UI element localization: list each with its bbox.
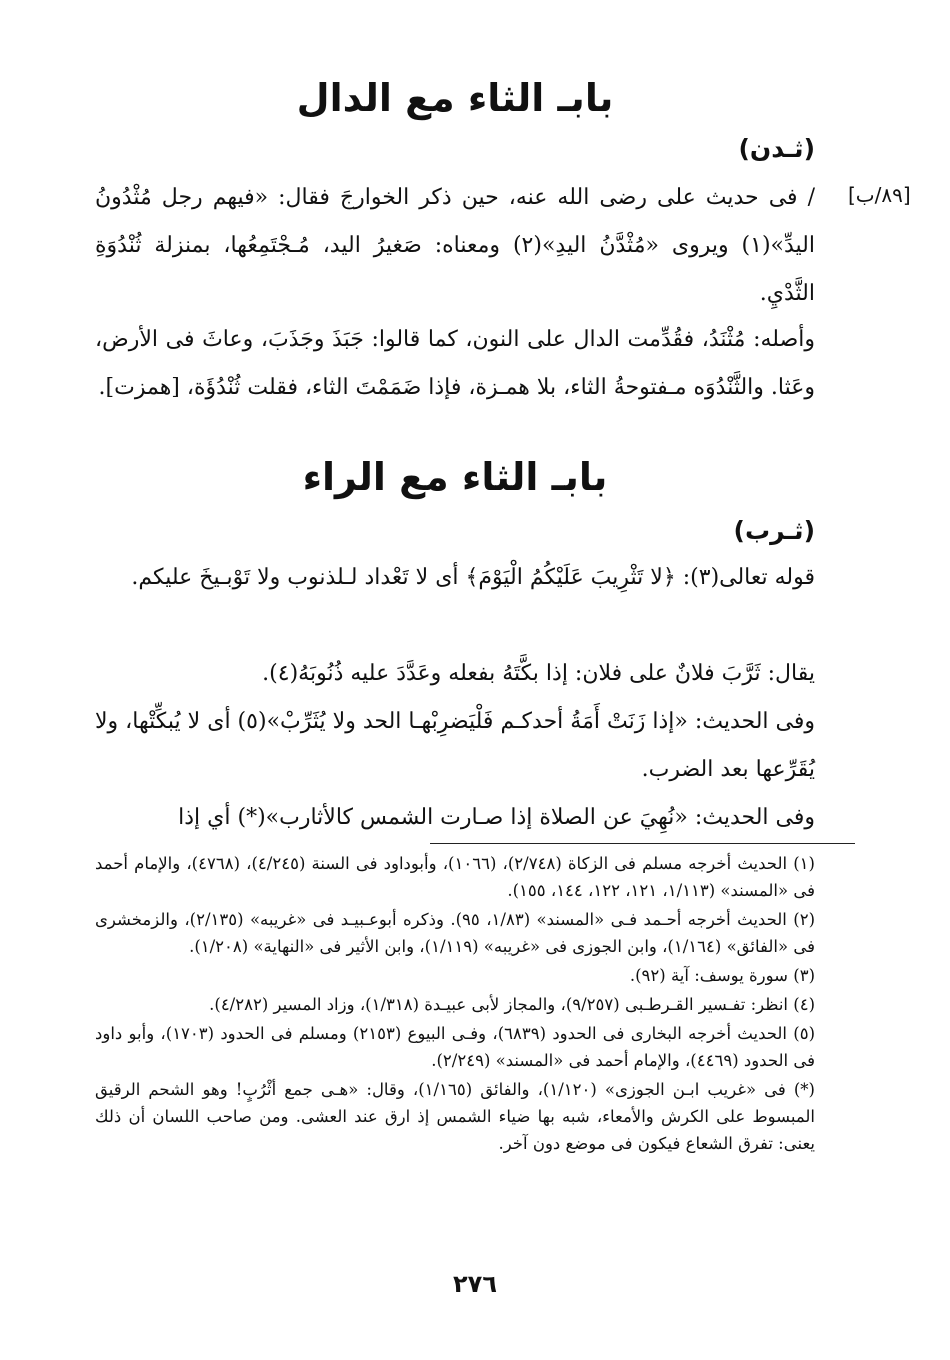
- footnote: (٤) انظر: تفـسير القـرطـبى (٩/٢٥٧)، والمجاز لأبى عبيـدة (١/٣١٨)، وزاد المسير (٤/٢٨٢).: [209, 995, 815, 1014]
- entry-heading: (ثـدن): [738, 134, 815, 163]
- footnote-divider: [430, 843, 855, 844]
- page-number: ٢٧٦: [453, 1270, 497, 1298]
- margin-reference: [٨٩/ب]: [848, 183, 911, 207]
- paragraph: وأصله: مُثْنَدُ، فقُدِّمت الدال على النون، كما قالوا: جَبَذَ وجَذَبَ، وعاثَ فى الأرض، وعَثا. والثَّنْدُوَه مـفتوحةُ الثاء، بلا همـزة، فإذا ضَمَمْتَ الثاء، فقلت ثُنْدُؤَة، [همزت].: [95, 327, 815, 400]
- chapter-title: بابـ الثاء مع الراء: [302, 455, 608, 499]
- paragraph: وفى الحديث: «نُهِيَ عن الصلاة إذا صـارت الشمس كالأثارب»(*) أي إذا: [178, 805, 815, 830]
- paragraph: يقال: ثَرَّبَ فلانٌ على فلان: إذا بكَّتَهُ بفعله وعَدَّدَ عليه ذُنُوبَهُ(٤).: [262, 661, 815, 686]
- footnote: (٣) سورة يوسف: آية (٩٢).: [629, 966, 815, 985]
- footnote: (*) فى «غريب ابـن الجوزى» (١/١٢٠)، والفائق (١/١٦٥)، وقال: «هـى جمع أثْرُبٍ! وهو الشحم الرقيق المبسوط على الكرش والأمعاء، شبه بها ضياء الشمس إذ ارق عند العشى. ومن صاحب اللسان أن ذلك يعنى: تفرق الشعاع فيكون فى موضع دون آخر.: [95, 1080, 815, 1153]
- paragraph: قوله تعالى(٣): ﴿لا تَثْرِيبَ عَلَيْكُمُ الْيَوْمَ﴾ أى لا تَعْداد لـلذنوب ولا تَوْبـيخَ عليكم.: [131, 565, 815, 590]
- chapter-title: بابـ الثاء مع الدال: [296, 76, 614, 120]
- footnote: (٥) الحديث أخرجه البخارى فى الحدود (٦٨٣٩)، وفـى البيوع (٢١٥٣) ومسلم فى الحدود (١٧٠٣)، وأبو داود فى الحدود (٤٤٦٩)، والإمام أحمد فى «المسند» (٢/٢٤٩).: [95, 1024, 816, 1070]
- paragraph: / فى حديث على رضى الله عنه، حين ذكر الخوارجَ فقال: «فيهم رجل مُثْدُونُ اليدِّ»(١) ويروى «مُثْدَّنُ اليدِ»(٢) ومعناه: صَغيرُ اليد، مُـجْتَمِعُها، بمنزلة ثُنْدُوَةِ الثَّدْيِ.: [95, 185, 815, 306]
- entry-heading: (ثـرب): [733, 516, 815, 545]
- footnotes: [95, 850, 815, 1157]
- paragraph: وفى الحديث: «إذا زَنَتْ أَمَةُ أحدكـم فَلْيَضرِبْهـا الحد ولا يُثَرِّبْ»(٥) أى لا يُبكِّتْها، ولا يُقَرِّعها بعد الضرب.: [95, 709, 815, 782]
- footnote: (١) الحديث أخرجه مسلم فى الزكاة (٢/٧٤٨)، (١٠٦٦)، وأبوداود فى السنة (٤/٢٤٥)، (٤٧٦٨)، والإمام أحمد فى «المسند» (١/١١٣، ١٢١، ١٢٢، ١٤٤، ١٥٥).: [95, 854, 815, 900]
- footnote: (٢) الحديث أخرجه أحـمد فـى «المسند» (١/٨٣، ٩٥). وذكره أبوعـبيـد فى «غريبه» (٢/١٣٥)، والزمخشرى فى «الفائق» (١/١٦٤)، وابن الجوزى فى «غريبه» (١/١١٩)، وابن الأثير فى «النهاية» (١/٢٠٨).: [95, 910, 816, 956]
